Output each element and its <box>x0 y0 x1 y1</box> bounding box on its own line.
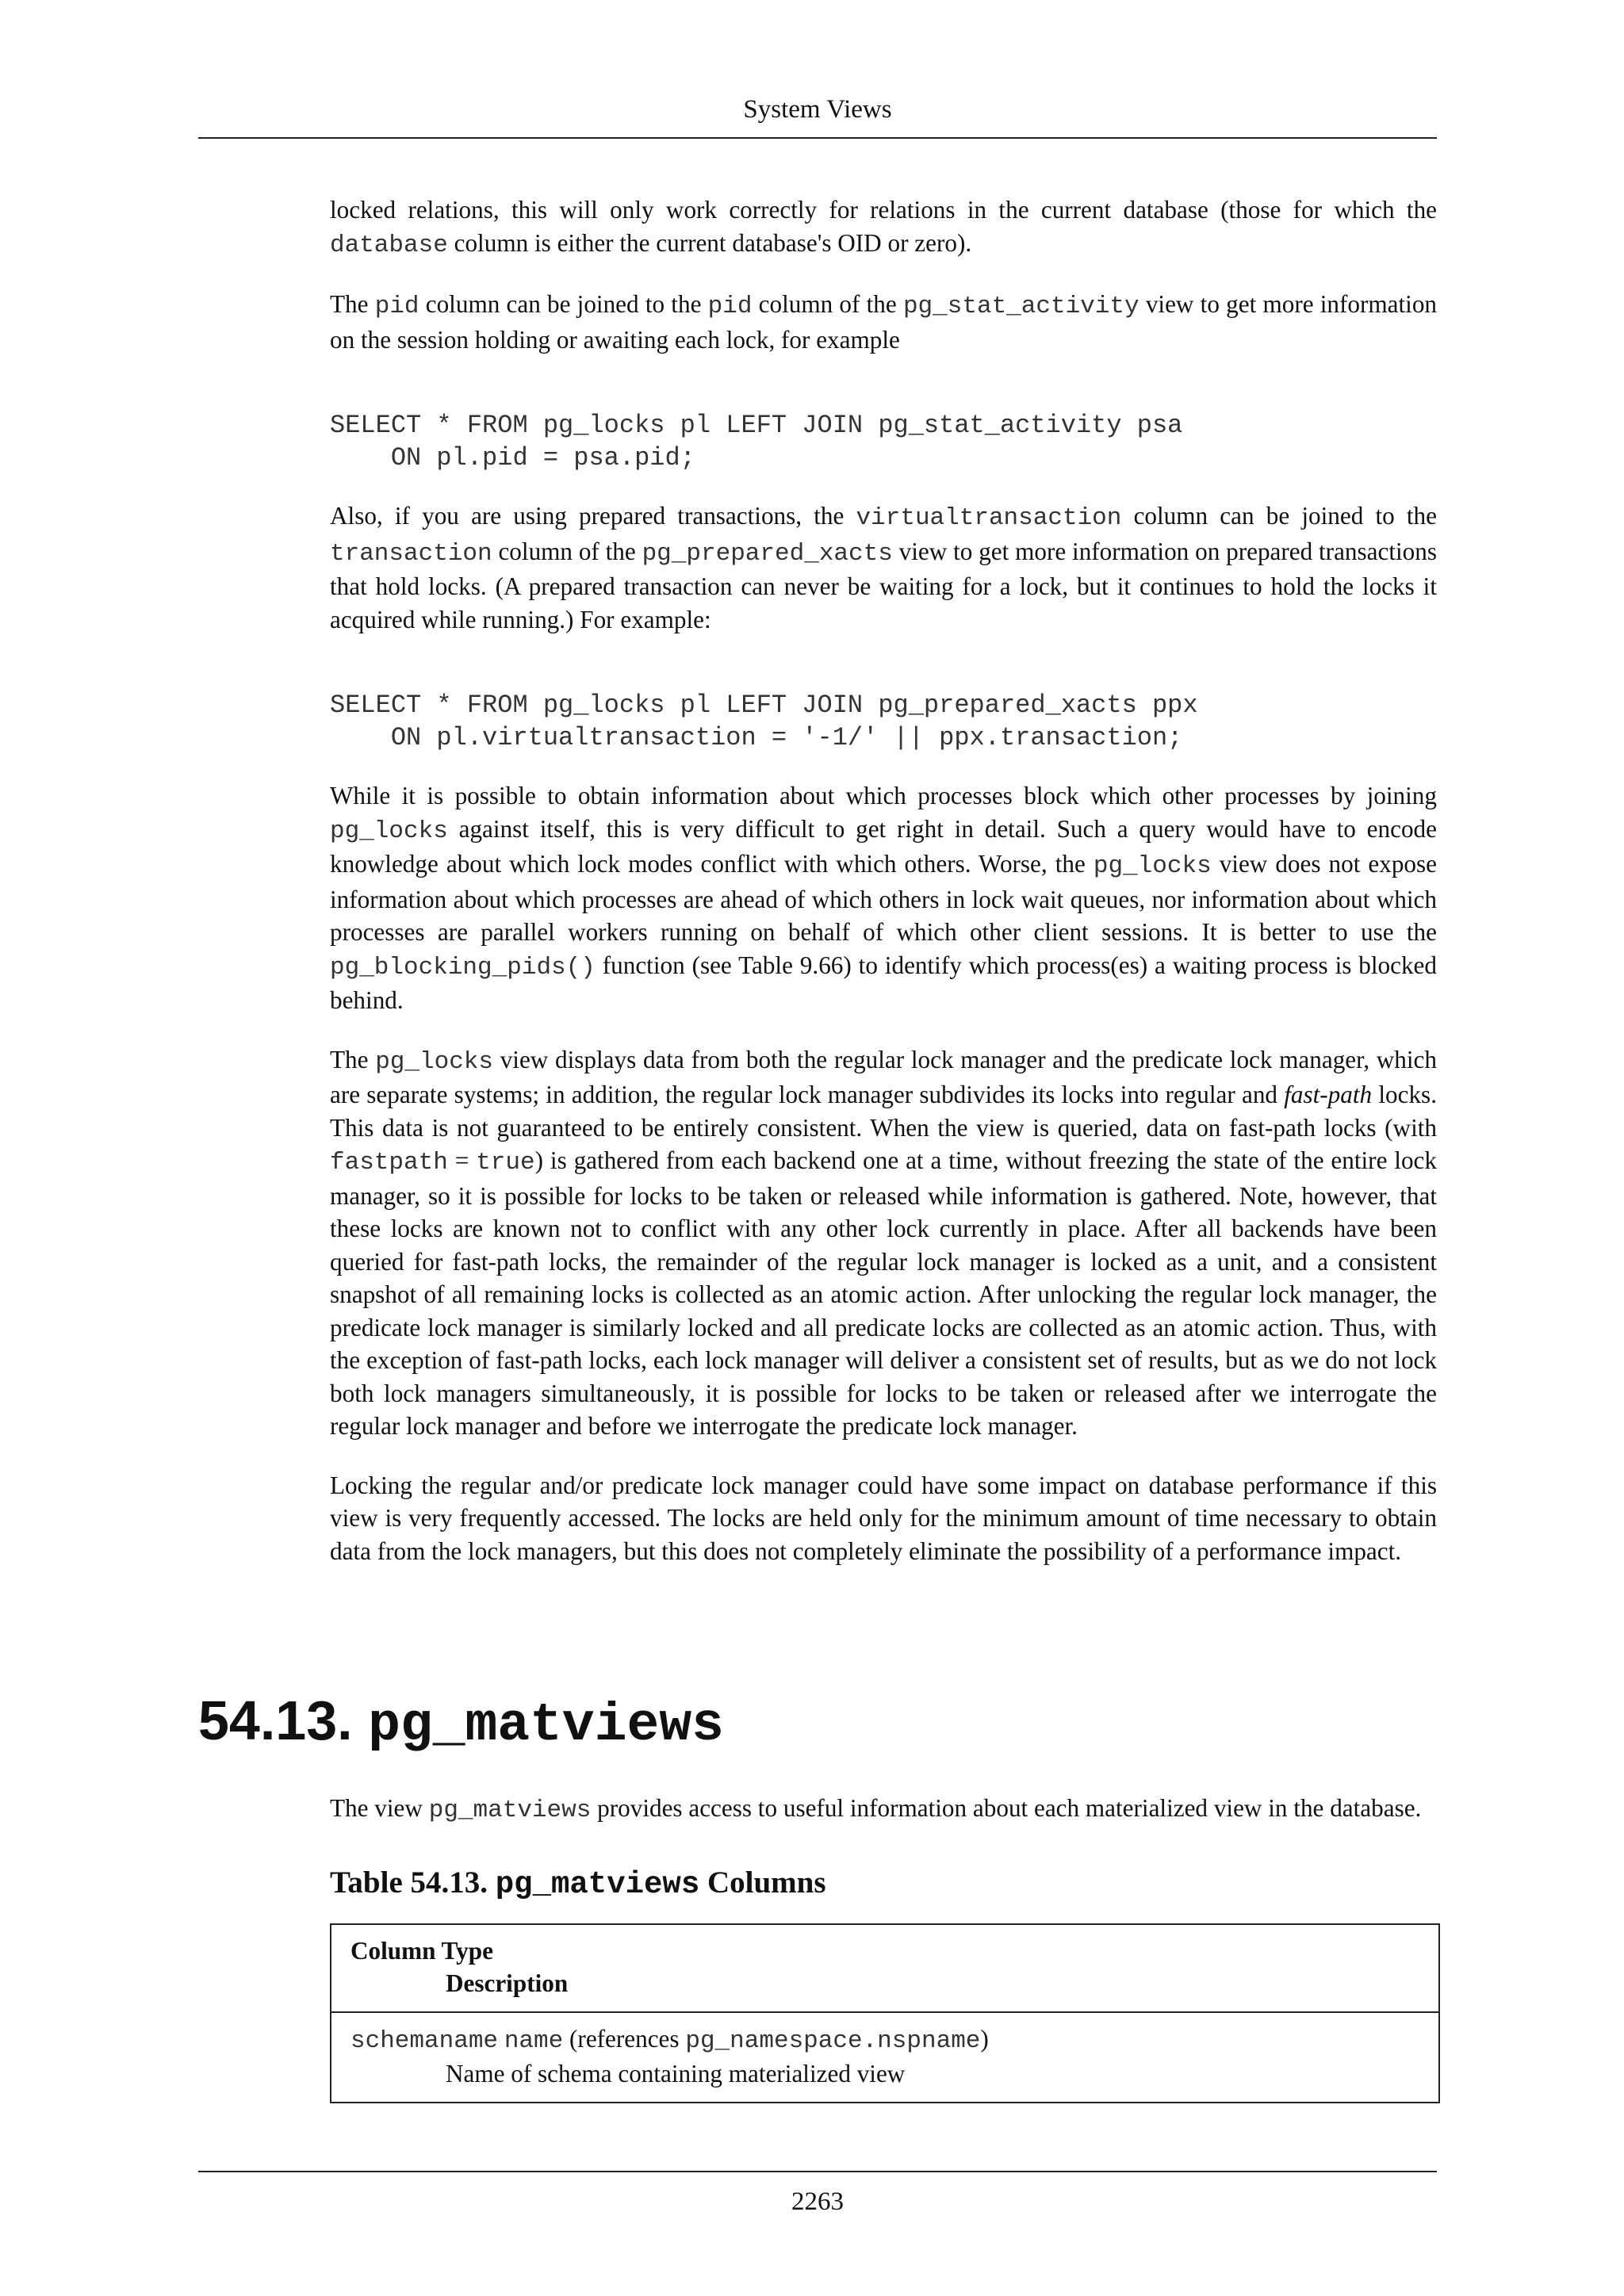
inline-code: transaction <box>330 539 492 568</box>
paragraph <box>330 193 1437 262</box>
paragraph <box>330 499 1437 636</box>
text: column can be joined to the <box>419 290 708 318</box>
inline-code: pg_prepared_xacts <box>642 539 893 568</box>
inline-code: true <box>476 1149 535 1177</box>
text: column of the <box>492 537 642 565</box>
header-column-type: Column Type <box>350 1936 493 1965</box>
text: The view <box>330 1794 429 1822</box>
text: = <box>447 1146 477 1174</box>
text: view to get more information on the session holding or awaiting each lock, for example <box>330 290 1438 354</box>
text: function (see Table 9.66) to identify which process(es) a waiting process is blocked behind. <box>330 951 1437 1014</box>
section-content <box>330 1792 1437 2103</box>
inline-code: database <box>330 231 448 259</box>
text: ) is gathered from each backend one at a time, without freezing the state of the entire lock manager, so it is possible for locks to be taken or released while information is gathered. Note, however, that these locks are known not to conflict with any other lock currently in place. After all backends have been queried for fast-path locks, the remainder of the regular lock manager is locked as a unit, and a consistent snapshot of all remaining locks is collected as an atomic action. After unlocking the regular lock manager, the predicate lock manager is similarly locked and all predicate locks are collected as an atomic action. Thus, with the exception of fast-path locks, each lock manager will deliver a consistent set of results, but as we do not lock both lock managers simultaneously, it is possible for locks to be taken or released after we interrogate the regular lock manager and before we interrogate the predicate lock manager. <box>330 1146 1437 1440</box>
header-rule <box>198 137 1437 139</box>
text: column of the <box>752 290 903 318</box>
column-type: name <box>504 2026 564 2055</box>
page-number: 2263 <box>791 2187 844 2216</box>
section-title-code: pg_matviews <box>368 1695 724 1756</box>
text: view to get more information on prepared transactions that hold locks. (A prepared transaction can never be waiting for a lock, but it continues to hold the locks it acquired while running.) For example: <box>330 537 1437 633</box>
text: provides access to useful information about each materialized view in the database. <box>591 1794 1422 1822</box>
section-number: 54.13. <box>198 1689 353 1751</box>
inline-code: pg_locks <box>375 1047 494 1076</box>
column-description: Name of schema containing materialized view <box>446 2060 906 2087</box>
paragraph: Locking the regular and/or predicate lock manager could have some impact on database performance if this view is very frequently accessed. The locks are held only for the minimum amount of time necessary to obtain data from the lock managers, but this does not completely eliminate the possibility of a performance impact. <box>330 1471 1437 1565</box>
text: The <box>330 290 375 318</box>
paragraph <box>330 288 1437 356</box>
text: (references <box>563 2024 686 2053</box>
text: Also, if you are using prepared transactions, the <box>330 502 856 530</box>
paragraph <box>330 779 1437 1017</box>
table-header-cell <box>331 1924 1439 2012</box>
inline-code: pg_locks <box>330 817 448 845</box>
text: locks. This data is not guaranteed to be entirely consistent. When the view is queried, data on fast-path locks (with <box>330 1081 1437 1142</box>
running-header: System Views <box>743 95 892 124</box>
table-caption <box>330 1863 1437 1904</box>
text: column is either the current database's OID or zero). <box>447 228 972 257</box>
paragraph <box>330 1043 1437 1443</box>
caption-code: pg_matviews <box>495 1866 700 1902</box>
inline-code: pg_blocking_pids() <box>330 953 596 982</box>
text: While it is possible to obtain information about which processes block which other processes by joining <box>330 782 1437 809</box>
emphasis: fast-path <box>1284 1081 1373 1108</box>
caption-prefix: Table 54.13. <box>330 1865 496 1900</box>
code-block: SELECT * FROM pg_locks pl LEFT JOIN pg_stat_activity psa ON pl.pid = psa.pid; <box>330 411 1183 473</box>
table-cell <box>331 2012 1439 2103</box>
text: The <box>330 1045 376 1073</box>
section-heading <box>198 1685 724 1762</box>
inline-code: pg_matviews <box>428 1797 592 1824</box>
text: ) <box>980 2024 989 2053</box>
section-intro <box>330 1792 1437 1827</box>
inline-code: pg_stat_activity <box>902 293 1139 320</box>
inline-code: pid <box>374 293 419 320</box>
column-name: schemaname <box>350 2026 499 2055</box>
text: view does not expose information about which processes are ahead of which others in lock wait queues, nor information about which processes are parallel workers running on behalf of which other client sessions. It is better to use the <box>330 850 1437 946</box>
header-description: Description <box>446 1969 569 1997</box>
inline-code: fastpath <box>330 1149 448 1177</box>
text: against itself, this is very difficult to get right in detail. Such a query would have to encode knowledge about which lock modes conflict with which others. Worse, the <box>330 814 1437 878</box>
text: view displays data from both the regular lock manager and the predicate lock manager, which are separate systems; in addition, the regular lock manager subdivides its locks into regular and <box>330 1045 1437 1108</box>
inline-code: virtualtransaction <box>856 504 1122 532</box>
caption-suffix: Columns <box>699 1865 826 1900</box>
reference-code: pg_namespace.nspname <box>685 2026 981 2055</box>
table-row <box>331 2012 1439 2103</box>
footer-rule <box>198 2171 1437 2172</box>
text: locked relations, this will only work correctly for relations in the current database (those for which the <box>330 196 1437 224</box>
text: column can be joined to the <box>1121 502 1437 530</box>
table-header-row <box>331 1924 1439 2012</box>
page-content <box>330 193 1437 1567</box>
columns-table <box>330 1923 1440 2103</box>
inline-code: pg_locks <box>1093 852 1212 880</box>
inline-code: pid <box>707 293 753 320</box>
code-block: SELECT * FROM pg_locks pl LEFT JOIN pg_prepared_xacts ppx ON pl.virtualtransaction = '-1/' || ppx.transaction; <box>330 691 1198 752</box>
